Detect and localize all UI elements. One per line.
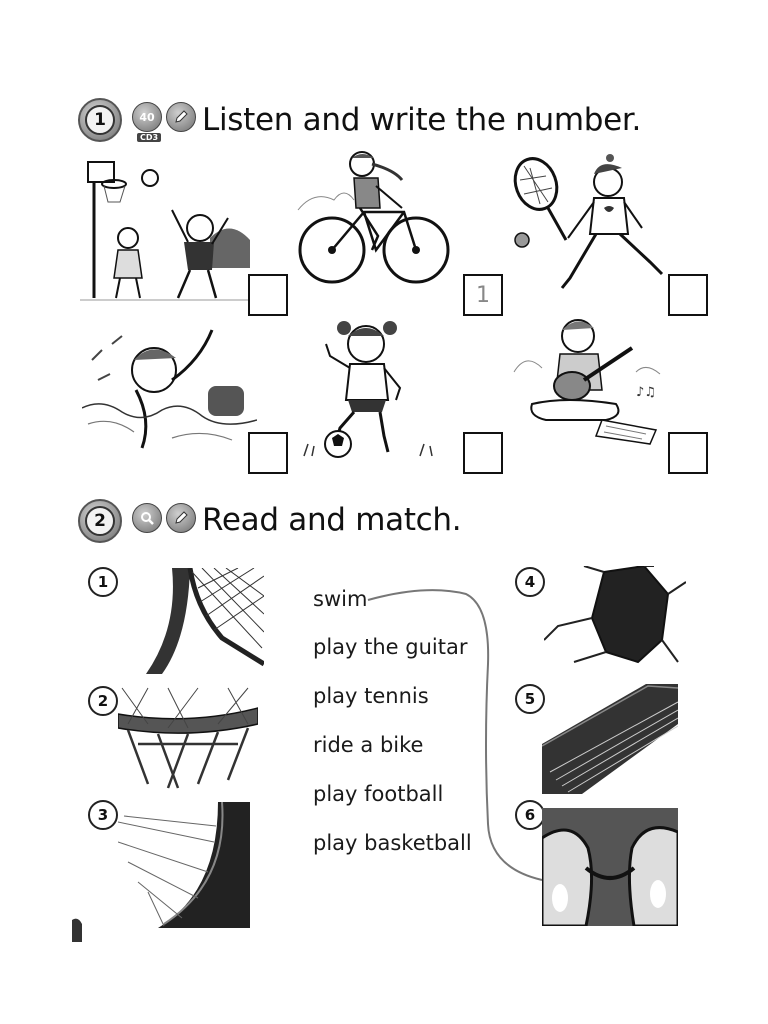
guitar-picture	[506, 312, 671, 452]
match-number-2: 2	[88, 686, 118, 716]
match-number-6: 6	[515, 800, 545, 830]
exercise-1-badge	[78, 98, 122, 142]
phrase-play-tennis: play tennis	[313, 684, 429, 708]
exercise-2-badge	[78, 499, 122, 543]
cd-label: CD3	[137, 133, 161, 142]
exercise-2-instruction: Read and match.	[202, 502, 462, 538]
page-corner-marker	[72, 916, 82, 942]
answer-box-2[interactable]: 1	[463, 274, 503, 316]
phrase-play-the-guitar: play the guitar	[313, 635, 468, 659]
bicycle-wheel-closeup	[118, 802, 250, 928]
pencil-icon	[166, 503, 196, 533]
football-picture	[300, 316, 450, 464]
swimming-goggles-closeup	[542, 808, 678, 926]
exercise-1-number: 1	[85, 105, 115, 135]
phrase-play-basketball: play basketball	[313, 831, 472, 855]
exercise-2-number: 2	[85, 506, 115, 536]
tennis-picture	[510, 152, 675, 302]
answer-box-5[interactable]	[463, 432, 503, 474]
phrase-swim: swim	[313, 587, 368, 611]
guitar-strings-closeup	[542, 684, 678, 794]
swimming-picture	[82, 320, 257, 460]
bike-picture	[294, 150, 464, 290]
answer-box-4[interactable]	[248, 432, 288, 474]
magnifier-icon	[132, 503, 162, 533]
phrase-ride-a-bike: ride a bike	[313, 733, 424, 757]
answer-box-1[interactable]	[248, 274, 288, 316]
answer-box-3[interactable]	[668, 274, 708, 316]
phrase-play-football: play football	[313, 782, 444, 806]
match-number-3: 3	[88, 800, 118, 830]
football-closeup	[544, 566, 686, 666]
answer-box-6[interactable]	[668, 432, 708, 474]
tennis-racket-closeup	[142, 568, 264, 676]
basketball-hoop-closeup	[118, 684, 258, 792]
match-number-1: 1	[88, 567, 118, 597]
track-number: 40	[139, 110, 155, 124]
svg-text:♪♫: ♪♫	[636, 385, 656, 400]
match-number-5: 5	[515, 684, 545, 714]
exercise-1-instruction: Listen and write the number.	[202, 102, 642, 138]
example-match-line	[366, 584, 546, 884]
basketball-picture	[80, 158, 260, 308]
audio-track-icon	[132, 102, 162, 132]
match-number-4: 4	[515, 567, 545, 597]
pencil-icon	[166, 102, 196, 132]
